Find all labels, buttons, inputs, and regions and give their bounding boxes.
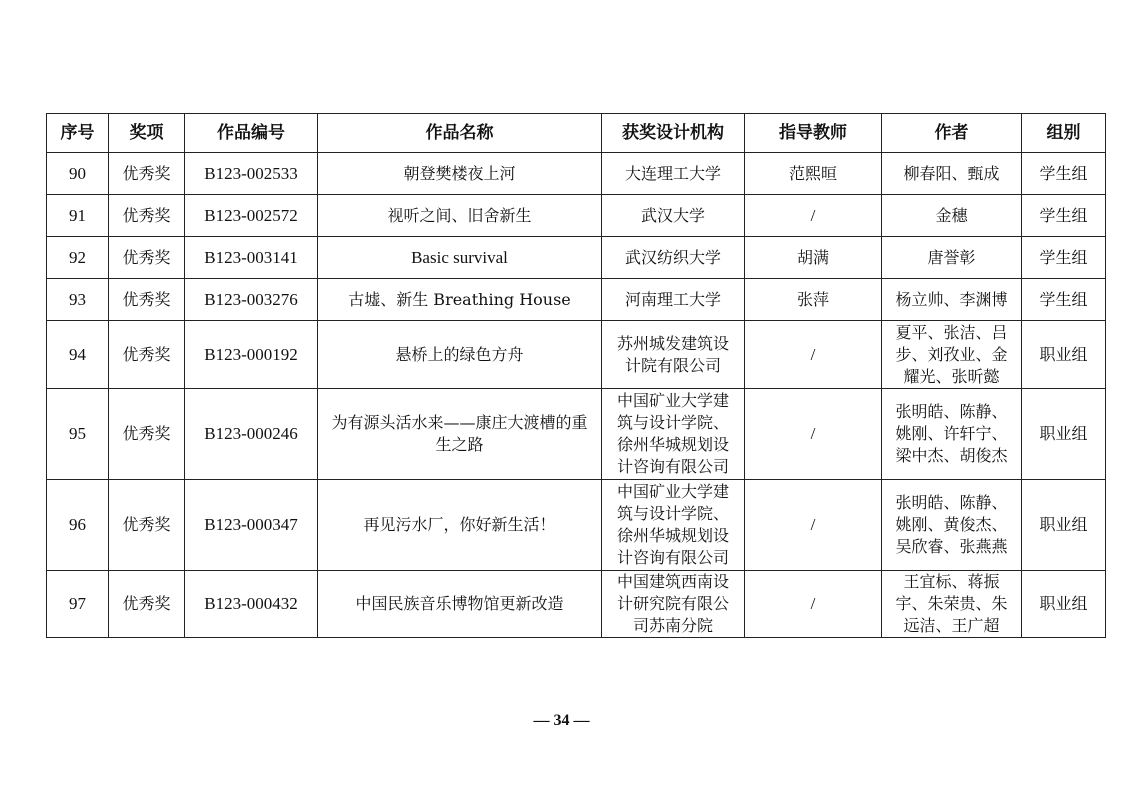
- cell-authors: 杨立帅、李渊博: [882, 279, 1022, 321]
- cell-advisor: /: [745, 389, 882, 480]
- cell-authors: 金穗: [882, 195, 1022, 237]
- table-row: [47, 279, 1106, 321]
- cell-code: B123-003276: [185, 279, 318, 321]
- cell-no: 90: [47, 153, 109, 195]
- cell-title: 为有源头活水来——康庄大渡槽的重生之路: [318, 389, 602, 480]
- cell-group: 学生组: [1022, 153, 1106, 195]
- cell-no: 93: [47, 279, 109, 321]
- cell-advisor: /: [745, 321, 882, 389]
- header-no: 序号: [47, 114, 109, 153]
- cell-no: 91: [47, 195, 109, 237]
- table-row: [47, 480, 1106, 571]
- award-table: [46, 113, 1106, 638]
- cell-group: 职业组: [1022, 480, 1106, 571]
- cell-code: B123-000246: [185, 389, 318, 480]
- cell-title: 中国民族音乐博物馆更新改造: [318, 571, 602, 638]
- cell-group: 学生组: [1022, 195, 1106, 237]
- cell-code: B123-000192: [185, 321, 318, 389]
- cell-org: 中国矿业大学建筑与设计学院、徐州华城规划设计咨询有限公司: [602, 389, 745, 480]
- cell-no: 92: [47, 237, 109, 279]
- cell-title: 古墟、新生 Breathing House: [318, 279, 602, 321]
- cell-award: 优秀奖: [109, 571, 185, 638]
- header-title: 作品名称: [318, 114, 602, 153]
- cell-authors: 柳春阳、甄成: [882, 153, 1022, 195]
- table-row: [47, 389, 1106, 480]
- table-row: [47, 153, 1106, 195]
- cell-title: 朝登樊楼夜上河: [318, 153, 602, 195]
- cell-no: 94: [47, 321, 109, 389]
- header-authors: 作者: [882, 114, 1022, 153]
- table-row: [47, 321, 1106, 389]
- cell-org: 苏州城发建筑设计院有限公司: [602, 321, 745, 389]
- header-group: 组别: [1022, 114, 1106, 153]
- cell-code: B123-003141: [185, 237, 318, 279]
- table-header-row: [47, 114, 1106, 153]
- cell-no: 95: [47, 389, 109, 480]
- table-row: [47, 571, 1106, 638]
- cell-no: 97: [47, 571, 109, 638]
- cell-code: B123-002572: [185, 195, 318, 237]
- cell-authors: 张明皓、陈静、姚刚、黄俊杰、吴欣睿、张燕燕: [882, 480, 1022, 571]
- cell-code: B123-000347: [185, 480, 318, 571]
- cell-title: 视听之间、旧舍新生: [318, 195, 602, 237]
- cell-org: 中国矿业大学建筑与设计学院、徐州华城规划设计咨询有限公司: [602, 480, 745, 571]
- cell-authors: 夏平、张洁、吕步、刘孜业、金耀光、张昕懿: [882, 321, 1022, 389]
- cell-award: 优秀奖: [109, 480, 185, 571]
- header-advisor: 指导教师: [745, 114, 882, 153]
- cell-advisor: /: [745, 195, 882, 237]
- cell-authors: 张明皓、陈静、姚刚、许轩宁、梁中杰、胡俊杰: [882, 389, 1022, 480]
- cell-advisor: 范熙晅: [745, 153, 882, 195]
- cell-org: 中国建筑西南设计研究院有限公司苏南分院: [602, 571, 745, 638]
- table-row: [47, 195, 1106, 237]
- cell-title: 悬桥上的绿色方舟: [318, 321, 602, 389]
- award-table-container: [46, 113, 1088, 638]
- cell-org: 大连理工大学: [602, 153, 745, 195]
- cell-code: B123-002533: [185, 153, 318, 195]
- cell-authors: 唐誉彰: [882, 237, 1022, 279]
- cell-award: 优秀奖: [109, 153, 185, 195]
- cell-org: 武汉大学: [602, 195, 745, 237]
- header-award: 奖项: [109, 114, 185, 153]
- cell-advisor: /: [745, 571, 882, 638]
- cell-group: 职业组: [1022, 321, 1106, 389]
- cell-org: 武汉纺织大学: [602, 237, 745, 279]
- cell-group: 学生组: [1022, 237, 1106, 279]
- cell-title: 再见污水厂，你好新生活！: [318, 480, 602, 571]
- header-code: 作品编号: [185, 114, 318, 153]
- cell-group: 职业组: [1022, 389, 1106, 480]
- cell-award: 优秀奖: [109, 279, 185, 321]
- cell-group: 职业组: [1022, 571, 1106, 638]
- cell-advisor: 张萍: [745, 279, 882, 321]
- header-org: 获奖设计机构: [602, 114, 745, 153]
- cell-award: 优秀奖: [109, 389, 185, 480]
- table-row: [47, 237, 1106, 279]
- cell-title: Basic survival: [318, 237, 602, 279]
- cell-advisor: 胡满: [745, 237, 882, 279]
- cell-award: 优秀奖: [109, 321, 185, 389]
- cell-org: 河南理工大学: [602, 279, 745, 321]
- cell-authors: 王宜标、蒋振宇、朱荣贵、朱远洁、王广超: [882, 571, 1022, 638]
- cell-award: 优秀奖: [109, 195, 185, 237]
- cell-no: 96: [47, 480, 109, 571]
- cell-code: B123-000432: [185, 571, 318, 638]
- page-number: — 34 —: [533, 712, 590, 729]
- cell-advisor: /: [745, 480, 882, 571]
- cell-award: 优秀奖: [109, 237, 185, 279]
- cell-group: 学生组: [1022, 279, 1106, 321]
